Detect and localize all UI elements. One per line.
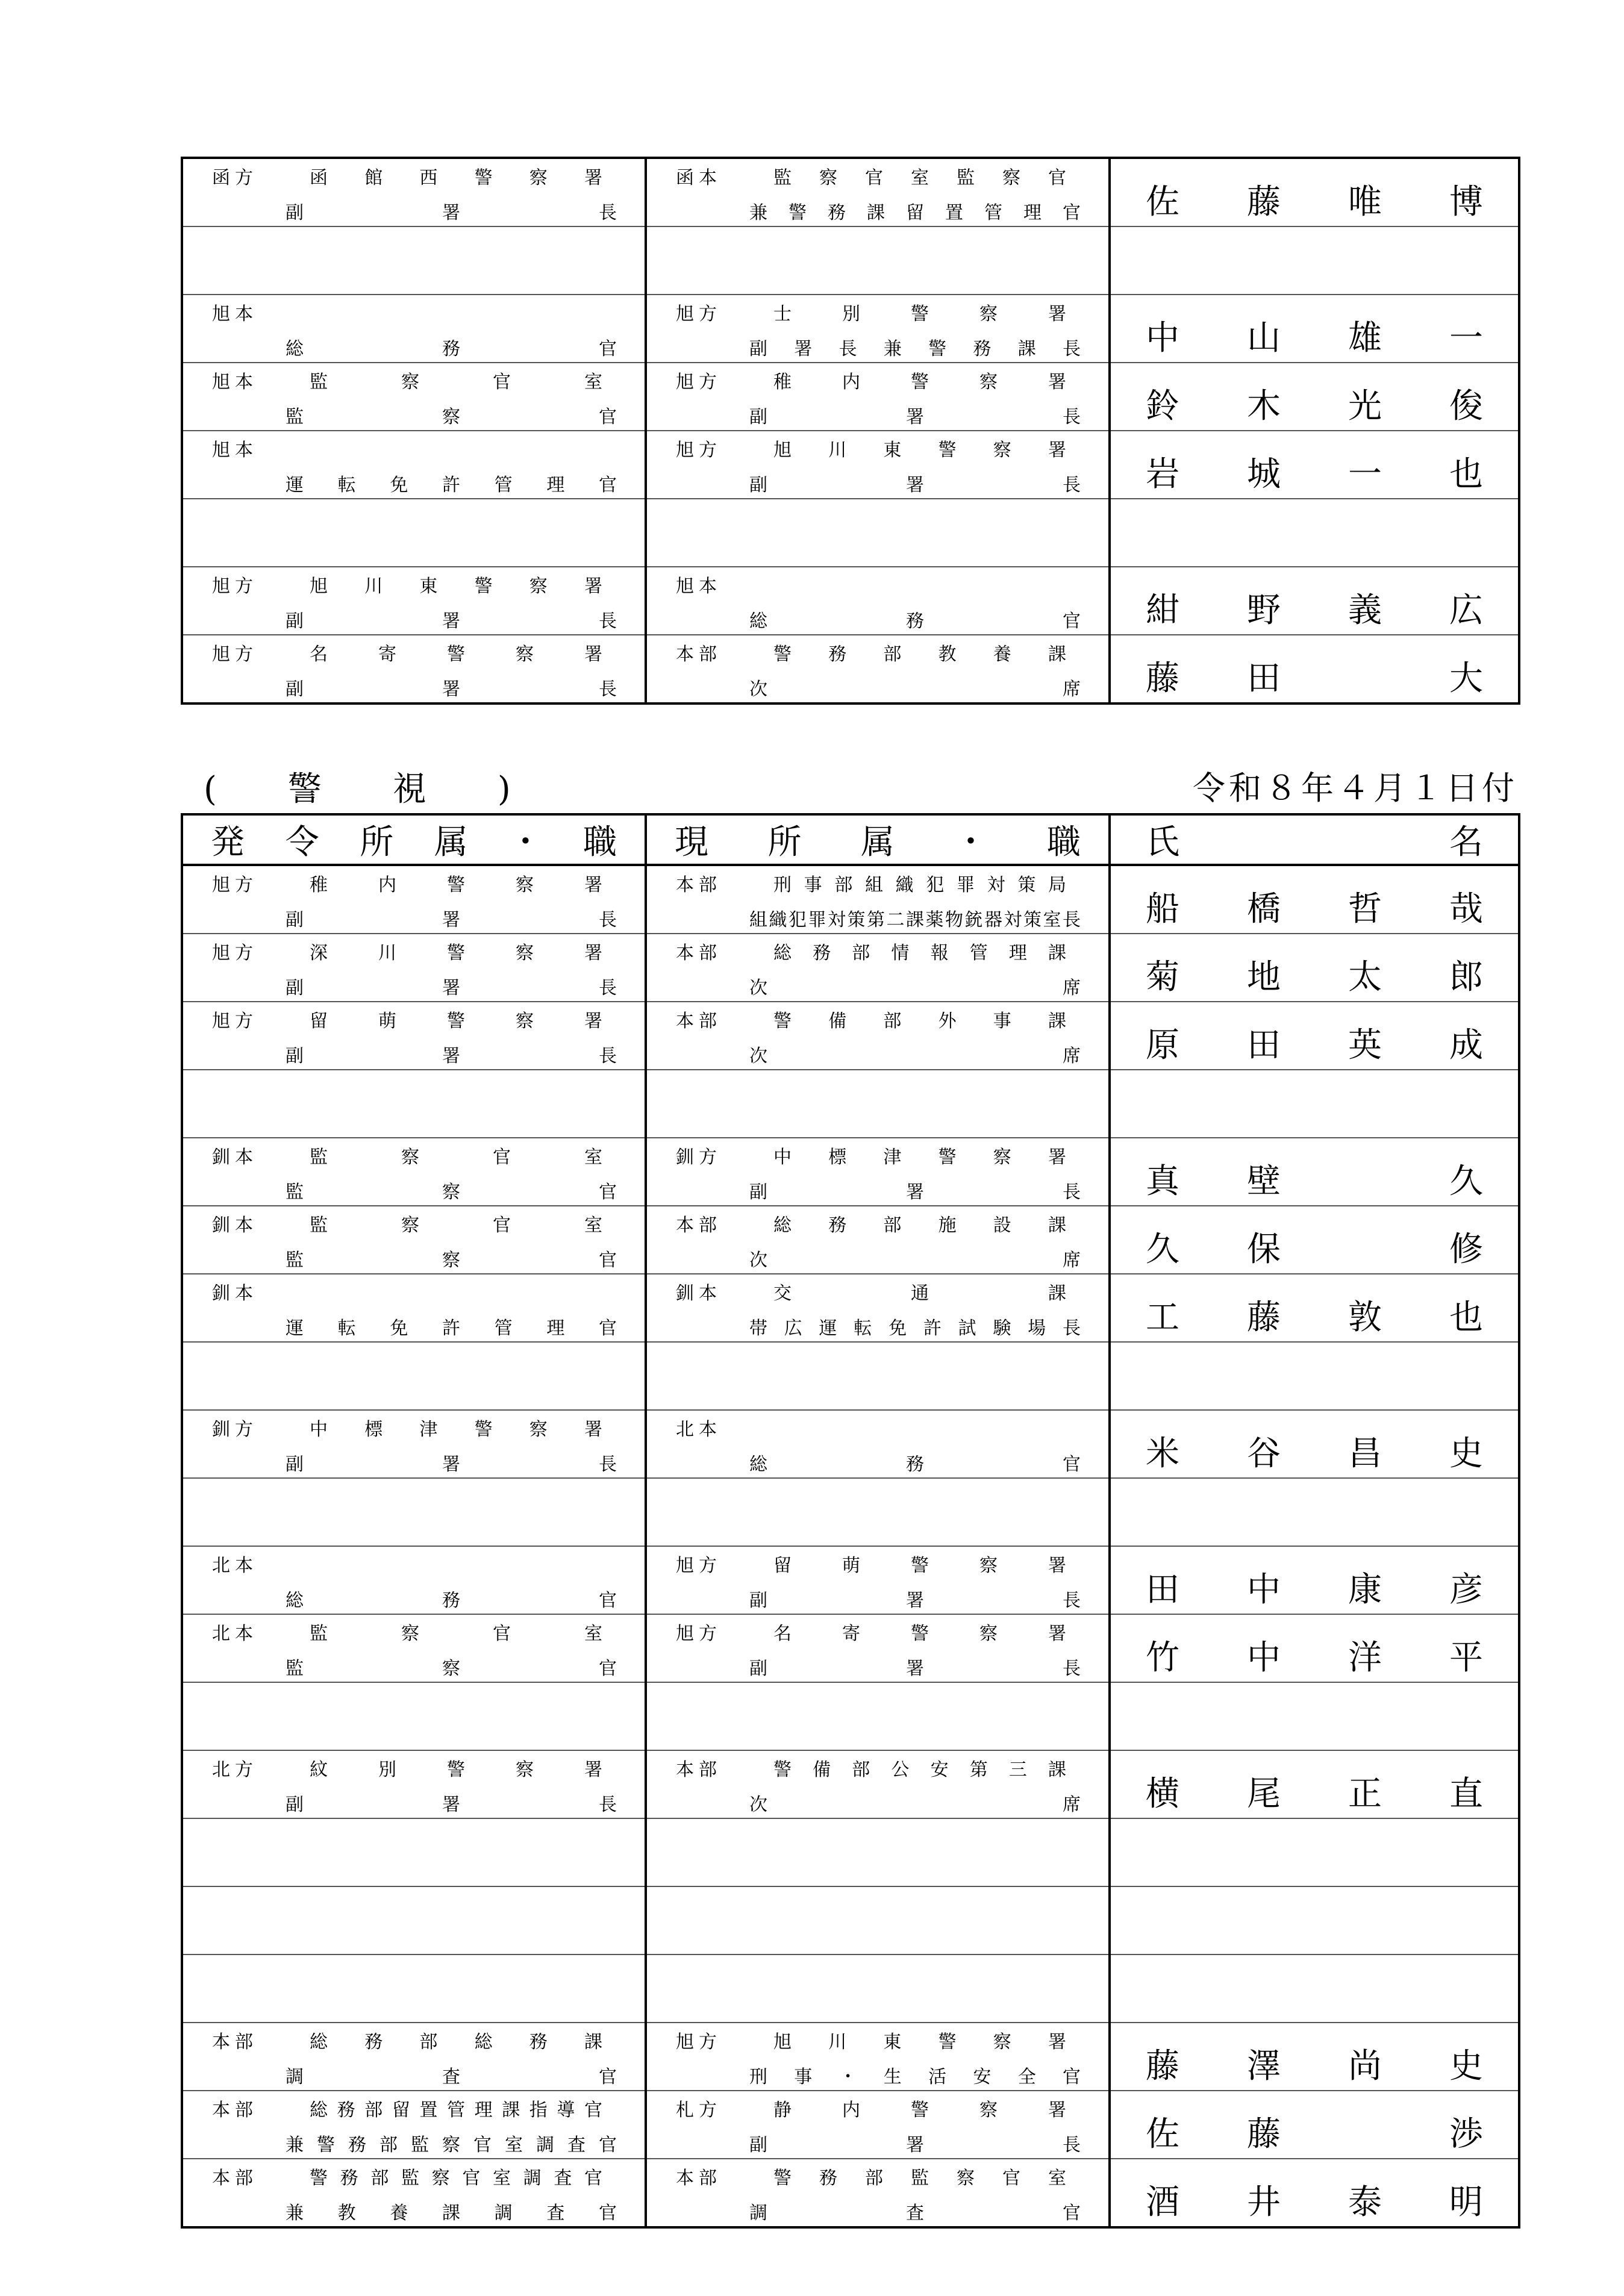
- current-post-cell: [646, 1886, 1110, 1954]
- name-cell: [1110, 1342, 1519, 1410]
- new-post-region: 釧本: [212, 1283, 258, 1304]
- current-post-region: 本部: [676, 943, 722, 964]
- name-cell: [1110, 635, 1519, 703]
- current-post-org: 警備部公安第三課: [773, 1759, 1066, 1780]
- header-name: 氏名: [1110, 814, 1519, 865]
- table-row: [182, 1274, 1519, 1342]
- table-row: [182, 934, 1519, 1002]
- current-post-region: 本部: [676, 1011, 722, 1032]
- current-post-cell: [646, 2091, 1110, 2159]
- current-post-org: 静内警察署: [773, 2100, 1066, 2121]
- current-post-org: 士別警察署: [773, 304, 1066, 325]
- new-post-cell: [182, 226, 646, 295]
- new-post-cell: [182, 1682, 646, 1750]
- person-name: 原田英成: [1146, 1026, 1483, 1065]
- new-post-cell: [182, 567, 646, 635]
- new-post-org: 深川警察署: [310, 943, 602, 964]
- current-post-region: 旭方: [676, 304, 722, 325]
- current-post-title: 次席: [749, 1046, 1081, 1067]
- current-post-org: 警備部外事課: [773, 1011, 1066, 1032]
- new-post-cell: [182, 1818, 646, 1886]
- person-name: 久保 修: [1146, 1230, 1483, 1269]
- new-post-title: 副署長: [286, 202, 617, 223]
- personnel-table-keishi: [181, 813, 1520, 2229]
- table-row: [182, 226, 1519, 295]
- current-post-cell: [646, 2159, 1110, 2227]
- table-row: [182, 1546, 1519, 1614]
- new-post-region: 旭本: [212, 440, 258, 461]
- person-name: 工藤敦也: [1146, 1298, 1483, 1337]
- current-post-region: 旭方: [676, 2032, 722, 2053]
- new-post-title: 兼警務部監察官室調査官: [286, 2135, 617, 2156]
- new-post-cell: [182, 1206, 646, 1274]
- new-post-cell: [182, 1410, 646, 1478]
- current-post-region: 旭本: [676, 576, 722, 597]
- current-post-cell: [646, 1002, 1110, 1070]
- current-post-org: 名寄警察署: [773, 1623, 1066, 1644]
- table-row: [182, 363, 1519, 431]
- current-post-org: 警務部監察官室: [773, 2168, 1066, 2189]
- name-cell: [1110, 2023, 1519, 2091]
- person-name: 藤田 大: [1146, 659, 1483, 698]
- name-cell: [1110, 1614, 1519, 1682]
- person-name: 酒井泰明: [1146, 2183, 1483, 2222]
- table-row: [182, 1002, 1519, 1070]
- new-post-org: 旭川東警察署: [310, 576, 602, 597]
- new-post-cell: [182, 1342, 646, 1410]
- new-post-title: 兼教養課調査官: [286, 2203, 617, 2224]
- person-name: [1111, 1543, 1518, 1546]
- name-cell: [1110, 1274, 1519, 1342]
- current-post-title: 次席: [749, 978, 1081, 999]
- current-post-cell: [646, 2023, 1110, 2091]
- new-post-region: 旭方: [212, 943, 258, 964]
- person-name: 鈴木光俊: [1146, 387, 1483, 426]
- table-header-row: [182, 814, 1519, 865]
- person-name: [1111, 1135, 1518, 1137]
- new-post-org: 紋別警察署: [310, 1759, 602, 1780]
- current-post-region: 本部: [676, 1759, 722, 1780]
- current-post-org: 中標津警察署: [773, 1147, 1066, 1168]
- person-name: 藤澤尚史: [1146, 2047, 1483, 2086]
- current-post-org: 刑事部組織犯罪対策局: [773, 875, 1066, 896]
- table-row: [182, 431, 1519, 499]
- table-row: [182, 2159, 1519, 2227]
- new-post-region: 旭本: [212, 372, 258, 393]
- new-post-cell: [182, 1478, 646, 1546]
- table-row: [182, 1750, 1519, 1818]
- new-post-org: 稚内警察署: [310, 875, 602, 896]
- new-post-title: 調査官: [286, 2067, 617, 2088]
- person-name: 真壁 久: [1146, 1162, 1483, 1201]
- new-post-region: 旭方: [212, 644, 258, 665]
- person-name: 田中康彦: [1146, 1570, 1483, 1609]
- person-name: [1111, 2020, 1518, 2022]
- name-cell: [1110, 158, 1519, 226]
- name-cell: [1110, 934, 1519, 1002]
- rank-label: (警視): [204, 770, 582, 809]
- current-post-title: 副署長: [749, 1182, 1081, 1203]
- new-post-org: 監察官室: [310, 1215, 602, 1236]
- current-post-title: 兼警務課留置管理官: [749, 202, 1081, 223]
- current-post-cell: [646, 1274, 1110, 1342]
- current-post-cell: [646, 1954, 1110, 2023]
- table-row: [182, 499, 1519, 567]
- current-post-cell: [646, 431, 1110, 499]
- person-name: [1111, 292, 1518, 294]
- current-post-region: 本部: [676, 875, 722, 896]
- new-post-org: 留萌警察署: [310, 1011, 602, 1032]
- new-post-org: 函館西警察署: [310, 167, 602, 189]
- current-post-org: 交通課: [773, 1283, 1066, 1304]
- name-cell: [1110, 295, 1519, 363]
- new-post-title: 副署長: [286, 1046, 617, 1067]
- name-cell: [1110, 1682, 1519, 1750]
- table-row: [182, 1818, 1519, 1886]
- person-name: 中山雄一: [1146, 319, 1483, 358]
- new-post-org: 中標津警察署: [310, 1419, 602, 1440]
- new-post-org: 総務部総務課: [310, 2032, 602, 2053]
- person-name: 船橋哲哉: [1146, 890, 1483, 929]
- name-cell: [1110, 1138, 1519, 1206]
- new-post-cell: [182, 1886, 646, 1954]
- current-post-cell: [646, 1138, 1110, 1206]
- new-post-cell: [182, 1954, 646, 2023]
- table-row: [182, 1342, 1519, 1410]
- current-post-region: 北本: [676, 1419, 722, 1440]
- current-post-cell: [646, 567, 1110, 635]
- current-post-org: 警務部教養課: [773, 644, 1066, 665]
- current-post-region: 本部: [676, 1215, 722, 1236]
- new-post-region: 本部: [212, 2100, 258, 2121]
- new-post-cell: [182, 1546, 646, 1614]
- current-post-cell: [646, 1342, 1110, 1410]
- table-row: [182, 2023, 1519, 2091]
- effective-date: 令和８年４月１日付: [1193, 769, 1518, 807]
- new-post-cell: [182, 499, 646, 567]
- current-post-region: 釧方: [676, 1147, 722, 1168]
- name-cell: [1110, 1818, 1519, 1886]
- name-cell: [1110, 1410, 1519, 1478]
- person-name: [1111, 1883, 1518, 1886]
- new-post-title: 副署長: [286, 679, 617, 700]
- current-post-org: 総務部施設課: [773, 1215, 1066, 1236]
- current-post-cell: [646, 865, 1110, 934]
- new-post-title: 副署長: [286, 909, 617, 931]
- new-post-cell: [182, 1070, 646, 1138]
- new-post-cell: [182, 1750, 646, 1818]
- current-post-cell: [646, 1750, 1110, 1818]
- new-post-cell: [182, 1002, 646, 1070]
- new-post-org: 総務部留置管理課指導官: [310, 2100, 602, 2121]
- current-post-region: 旭方: [676, 1555, 722, 1576]
- new-post-title: 運転免許管理官: [286, 1318, 617, 1339]
- current-post-org: 監察官室監察官: [773, 167, 1066, 189]
- current-post-title: 副署長: [749, 2135, 1081, 2156]
- new-post-title: 副署長: [286, 611, 617, 632]
- new-post-org: 監察官室: [310, 1623, 602, 1644]
- name-cell: [1110, 567, 1519, 635]
- new-post-cell: [182, 295, 646, 363]
- person-name: [1111, 564, 1518, 566]
- name-cell: [1110, 1546, 1519, 1614]
- name-cell: [1110, 431, 1519, 499]
- new-post-region: 釧方: [212, 1419, 258, 1440]
- current-post-region: 本部: [676, 644, 722, 665]
- table-row: [182, 158, 1519, 226]
- current-post-org: 総務部情報管理課: [773, 943, 1066, 964]
- current-post-cell: [646, 934, 1110, 1002]
- table-row: [182, 295, 1519, 363]
- current-post-title: 次席: [749, 679, 1081, 700]
- new-post-org: 監察官室: [310, 1147, 602, 1168]
- current-post-title: 副署長: [749, 407, 1081, 428]
- new-post-org: 名寄警察署: [310, 644, 602, 665]
- new-post-cell: [182, 363, 646, 431]
- current-post-org: 旭川東警察署: [773, 2032, 1066, 2053]
- new-post-org: 監察官室: [310, 372, 602, 393]
- header-new-post: 発令所属・職: [182, 814, 646, 865]
- new-post-region: 函方: [212, 167, 258, 189]
- name-cell: [1110, 363, 1519, 431]
- current-post-cell: [646, 158, 1110, 226]
- person-name: 横尾正直: [1146, 1774, 1483, 1814]
- new-post-region: 旭方: [212, 1011, 258, 1032]
- current-post-title: 帯広運転免許試験場長: [749, 1318, 1081, 1339]
- new-post-region: 本部: [212, 2032, 258, 2053]
- current-post-org: 稚内警察署: [773, 372, 1066, 393]
- table-row: [182, 635, 1519, 703]
- new-post-title: 総務官: [286, 338, 617, 360]
- new-post-title: 副署長: [286, 978, 617, 999]
- current-post-cell: [646, 226, 1110, 295]
- new-post-region: 北本: [212, 1555, 258, 1576]
- person-name: [1111, 1747, 1518, 1750]
- table-row: [182, 1614, 1519, 1682]
- name-cell: [1110, 1886, 1519, 1954]
- table-row: [182, 1682, 1519, 1750]
- table-row: [182, 1478, 1519, 1546]
- table-row: [182, 2091, 1519, 2159]
- current-post-cell: [646, 1614, 1110, 1682]
- name-cell: [1110, 1206, 1519, 1274]
- name-cell: [1110, 2159, 1519, 2227]
- new-post-title: 副署長: [286, 1454, 617, 1475]
- current-post-title: 総務官: [749, 1454, 1081, 1475]
- current-post-region: 旭方: [676, 440, 722, 461]
- table-row: [182, 1886, 1519, 1954]
- current-post-title: 副署長: [749, 1658, 1081, 1679]
- new-post-cell: [182, 2159, 646, 2227]
- current-post-cell: [646, 1478, 1110, 1546]
- current-post-title: 副署長: [749, 1590, 1081, 1611]
- personnel-table-continued: [181, 157, 1520, 705]
- new-post-title: 監察官: [286, 1658, 617, 1679]
- current-post-cell: [646, 295, 1110, 363]
- name-cell: [1110, 1070, 1519, 1138]
- current-post-region: 函本: [676, 167, 722, 189]
- current-post-cell: [646, 1410, 1110, 1478]
- current-post-region: 札方: [676, 2100, 722, 2121]
- new-post-region: 旭方: [212, 875, 258, 896]
- current-post-cell: [646, 363, 1110, 431]
- current-post-region: 釧本: [676, 1283, 722, 1304]
- new-post-cell: [182, 431, 646, 499]
- person-name: 佐藤唯博: [1146, 182, 1483, 222]
- new-post-cell: [182, 865, 646, 934]
- table-row: [182, 567, 1519, 635]
- current-post-title: 次席: [749, 1794, 1081, 1815]
- new-post-cell: [182, 635, 646, 703]
- new-post-region: 釧本: [212, 1215, 258, 1236]
- person-name: 紺野義広: [1146, 591, 1483, 630]
- current-post-cell: [646, 1818, 1110, 1886]
- current-post-title: 刑事・生活安全官: [749, 2067, 1081, 2088]
- new-post-org: 警務部監察官室調査官: [310, 2168, 602, 2189]
- name-cell: [1110, 2091, 1519, 2159]
- name-cell: [1110, 1954, 1519, 2023]
- person-name: [1111, 1951, 1518, 1954]
- table-row: [182, 1206, 1519, 1274]
- current-post-region: 旭方: [676, 1623, 722, 1644]
- current-post-cell: [646, 1682, 1110, 1750]
- new-post-cell: [182, 1138, 646, 1206]
- new-post-cell: [182, 934, 646, 1002]
- new-post-title: 監察官: [286, 1182, 617, 1203]
- new-post-title: 監察官: [286, 1250, 617, 1271]
- name-cell: [1110, 1002, 1519, 1070]
- person-name: 米谷昌史: [1146, 1434, 1483, 1473]
- new-post-cell: [182, 2091, 646, 2159]
- current-post-cell: [646, 1546, 1110, 1614]
- table-row: [182, 1138, 1519, 1206]
- new-post-cell: [182, 2023, 646, 2091]
- name-cell: [1110, 499, 1519, 567]
- current-post-title: 総務官: [749, 611, 1081, 632]
- current-post-title: 次席: [749, 1250, 1081, 1271]
- table-row: [182, 1410, 1519, 1478]
- current-post-region: 本部: [676, 2168, 722, 2189]
- new-post-region: 北本: [212, 1623, 258, 1644]
- new-post-region: 旭方: [212, 576, 258, 597]
- new-post-title: 運転免許管理官: [286, 475, 617, 496]
- new-post-region: 釧本: [212, 1147, 258, 1168]
- name-cell: [1110, 865, 1519, 934]
- name-cell: [1110, 1750, 1519, 1818]
- new-post-title: 総務官: [286, 1590, 617, 1611]
- current-post-title: 副署長: [749, 475, 1081, 496]
- name-cell: [1110, 226, 1519, 295]
- current-post-title: 調査官: [749, 2203, 1081, 2224]
- current-post-cell: [646, 1206, 1110, 1274]
- current-post-cell: [646, 635, 1110, 703]
- person-name: [1111, 1407, 1518, 1409]
- person-name: 竹中洋平: [1146, 1638, 1483, 1677]
- person-name: 菊地太郎: [1146, 958, 1483, 997]
- new-post-region: 北方: [212, 1759, 258, 1780]
- current-post-region: 旭方: [676, 372, 722, 393]
- new-post-cell: [182, 1274, 646, 1342]
- current-post-title: 副署長兼警務課長: [749, 338, 1081, 360]
- person-name: 佐藤 渉: [1146, 2115, 1483, 2154]
- current-post-title: 組織犯罪対策第二課薬物銃器対策室長: [749, 909, 1081, 931]
- header-current-post: 現所属・職: [646, 814, 1110, 865]
- current-post-org: 留萌警察署: [773, 1555, 1066, 1576]
- current-post-cell: [646, 499, 1110, 567]
- new-post-region: 旭本: [212, 304, 258, 325]
- table-row: [182, 865, 1519, 934]
- new-post-cell: [182, 1614, 646, 1682]
- new-post-region: 本部: [212, 2168, 258, 2189]
- new-post-title: 副署長: [286, 1794, 617, 1815]
- name-cell: [1110, 1478, 1519, 1546]
- current-post-org: 旭川東警察署: [773, 440, 1066, 461]
- current-post-cell: [646, 1070, 1110, 1138]
- new-post-title: 監察官: [286, 407, 617, 428]
- table-row: [182, 1070, 1519, 1138]
- table-row: [182, 1954, 1519, 2023]
- person-name: 岩城一也: [1146, 455, 1483, 494]
- new-post-cell: [182, 158, 646, 226]
